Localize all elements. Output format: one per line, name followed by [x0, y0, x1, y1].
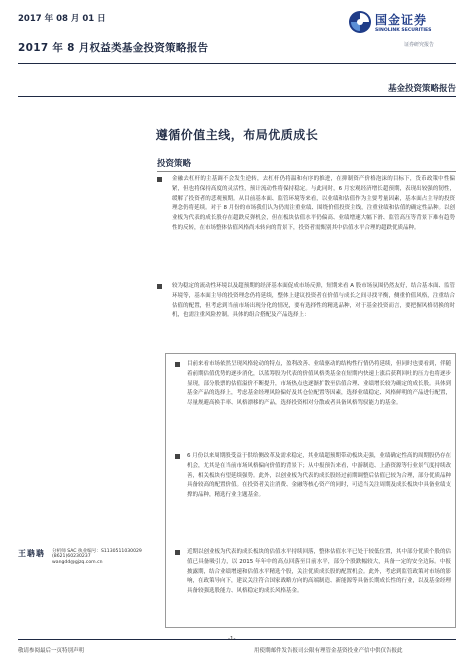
report-title: 2017 年 8 月权益类基金投资策略报告 [18, 42, 209, 54]
brand-block [348, 6, 456, 52]
page-number: -1- [228, 636, 236, 642]
brand-name-en: SINOLINK SECURITIES [375, 28, 432, 33]
bullet-square-icon [157, 284, 162, 289]
footer-divider [18, 639, 456, 640]
portfolio-suggestion: 近期以创业板为代表的成长板块的估值水平持续回落，整体估值水平已处于较低位置，其中部分优质个股的估值已具备吸引力，以 2015 年年中的高点回落至目前水平，部分个股跌幅较大，具备一定的安全边际。中报披露期，结合业绩增速和估值水平精选个股，关注优质成长股的配置机会。此外，考虑到监管政策对市场的影响，在政策导向下，建议关注符合国家战略方向的高端制造、新能源等具备长期成长性的行业，以及基金经理具备较强选股能力、风格稳定的成长风格基金。 [187, 549, 452, 595]
strategy-paragraph: 金融去杠杆的主基调不会发生逆转，去杠杆仍将温和有序的推进，在抑制资产价格泡沫的目标下，货币政策中性偏紧，但也将保持高度的灵活性，预计流动性将保持稳定。与此同时，6 月宏观经济增长超预期，表现出较强的韧性，缓解了投资者的悲观预期。从目前基本面、监管环境等来看，以业绩和估值作为主要考量因素，基本面占主导的投资理念仍将延续。对于 8 月份的市场我们认为仍需注重业绩、围绕价值投资主线，注重业绩和估值的确定性品种。以创业板为代表的成长股存在超跌反弹机会，但在板块估值水平仍偏高、业绩增速大幅下滑、监管高压等背景下难有趋势性的反转，在市场整体估值风格尚未转向的背景下，投资者需甄别其中估值水平合理的超跌优质品种。 [172, 176, 455, 231]
portfolio-suggestion: 6 月份以来周期股受益于供给侧改革及需求稳定，其业绩超预期带动板块走强，业绩确定性高的周期股仍存在机会，尤其是在当前市场风格偏向价值的背景下；从中报预告来看，中游制造、上游资源等行业景气度持续改善，相关板块有望延续强势。此外，以创业板为代表的成长股经过前期调整后估值已较为合理，部分优质品种具备较高的配置价值。在投资者关注消费、金融等核心资产的同时，可适当关注周期及成长板块中具备业绩支撑的品种，精选行业主题基金。 [187, 453, 452, 499]
analyst-cert: 分析师 SAC 执业编号：S1130511030029 [52, 549, 142, 554]
portfolio-suggestion: 目前来看市场依然呈现风格轮动的特点，盈利改善、业绩驱动的结构性行情仍将延续，但同时也要看到，伴随着前期估值优势的逐步消化，以蓝筹股为代表的价值风格类基金在短期内快速上涨后获利回吐的压力也将逐步显现，部分股票的估值溢价不断提升，市场热点也逐渐扩散至估值合理、业绩增长较为确定的成长股。具体到基金产品的选择上，考虑基金经理风险偏好及其仓位配置等因素，选择业绩稳定、风格鲜明的产品进行配置，尽量规避高换手率、风格漂移的产品，选择投资相对分散或者具备风格驾驭能力的基金。 [187, 361, 452, 407]
subheader-divider [18, 96, 456, 97]
strategy-paragraph: 较为稳定的流动性环境以及超预期的经济基本面促成市场反弹，短期来看 A 股市场氛围仍然友好，结合基本面、监管环境等，基本面主导的投资理念仍将延续，整体上建议投资者在价值与成长之间寻找平衡，侧重价值风格，注重结合估值的配置，但考虑到当前市场出现分化的情况，要有选择性的精选品种，对于基金投资而言，要把握风格切换的时机，也需注重风险控制。具体的组合搭配及产品选择上： [172, 283, 455, 319]
analyst-phone: (8621)60230237 [52, 554, 91, 559]
disclaimer-note: 敬请参阅最后一页特别声明 [18, 648, 85, 654]
section-divider [157, 171, 456, 172]
sinolink-logo-icon [348, 10, 372, 34]
bullet-square-icon [157, 177, 162, 182]
watermark-note: 用使期邮件发告报司公限有理管金基资投业产信中供仅告报此 [254, 648, 403, 654]
report-type-label: 基金投资策略报告 [387, 84, 456, 94]
analyst-name: 王聃聃 [18, 549, 45, 558]
brand-department: 证券研究报告 [404, 42, 435, 48]
sub-bullet-icon [175, 550, 180, 555]
section-title: 投资策略 [157, 159, 192, 169]
analyst-email[interactable]: wangdd@gjzq.com.cn [52, 560, 103, 565]
brand-name-cn: 国金证券 [375, 13, 428, 27]
sub-bullet-icon [175, 454, 180, 459]
header-divider [18, 63, 456, 64]
report-date: 2017 年 08 月 01 日 [18, 14, 106, 24]
sub-bullet-icon [175, 362, 180, 367]
report-headline: 遵循价值主线，布局优质成长 [155, 128, 319, 142]
